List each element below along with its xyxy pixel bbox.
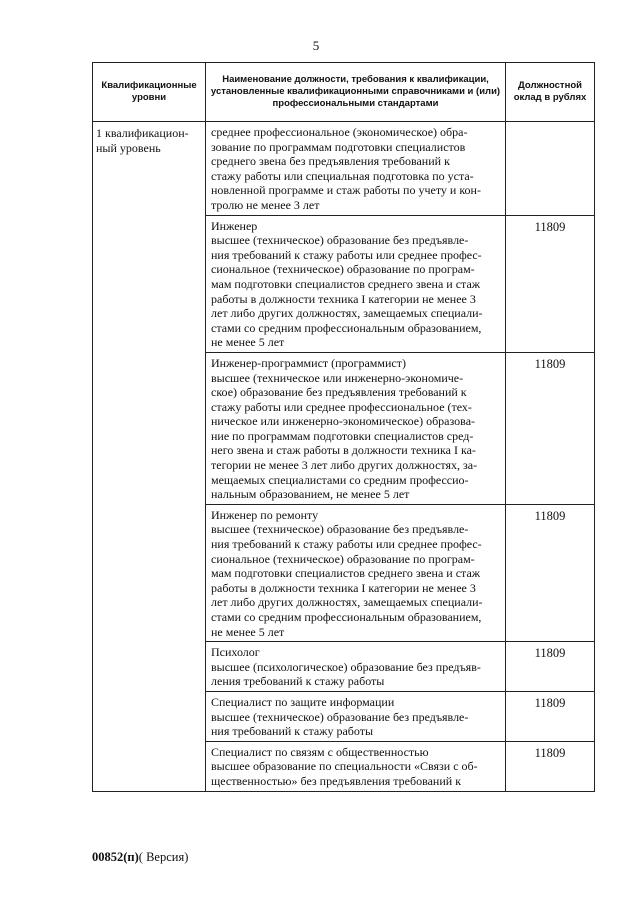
position-title: Инженер (211, 218, 258, 233)
requirement-line: зование по программам подготовки специалистов (211, 139, 466, 154)
requirement-line: не менее 5 лет (211, 335, 285, 350)
requirement-line: мам подготовки специалистов среднего звена и стаж (211, 276, 481, 291)
requirement-line: стами со средним профессиональным образованием, (211, 320, 482, 335)
requirement-line: высшее (психологическое) образование без предъяв- (211, 659, 481, 674)
page-number: 5 (312, 38, 320, 53)
position-description-cell (206, 691, 506, 741)
position-title: Специалист по связям с общественностью (211, 744, 429, 759)
requirement-line: тролю не менее 3 лет (211, 197, 320, 212)
salary-cell: 11809 (506, 741, 595, 791)
requirement-line: среднее профессиональное (экономическое) обра- (211, 125, 468, 139)
requirement-line: ния требований к стажу работы или среднее профес- (211, 247, 482, 262)
requirement-line: мещаемых специалистами со средним профессио- (211, 472, 469, 487)
salary-cell: 11809 (506, 691, 595, 741)
position-title: Специалист по защите информации (211, 694, 395, 709)
requirement-line: не менее 5 лет (211, 624, 285, 639)
requirement-line: стами со средним профессиональным образованием, (211, 610, 482, 624)
position-description-cell (206, 741, 506, 791)
header-salary: Должностной оклад в рублях (506, 63, 595, 122)
requirement-line: работы в должности техника I категории не менее 3 (211, 291, 476, 306)
requirement-line: высшее (техническое) образование без предъявле- (211, 233, 469, 248)
requirement-line: ления требований к стажу работы (211, 674, 385, 689)
requirement-line: тегории не менее 3 лет либо других должностях, за- (211, 458, 478, 473)
document-version: ( Версия) (138, 850, 189, 864)
position-description-cell (206, 122, 506, 216)
position-description-cell (206, 352, 506, 504)
table-row (93, 122, 595, 216)
header-position: Наименование должности, требования к квалификации, установленные квалификационными справочниками и (или) профессиональными стандартами (206, 63, 506, 122)
requirement-line: стажу работы или среднее профессиональное (тех- (211, 399, 472, 414)
requirement-line: лет либо других должностях, замещаемых специали- (211, 595, 483, 610)
requirement-line: ния требований к стажу работы или среднее профес- (211, 537, 482, 552)
position-title: Психолог (211, 645, 260, 660)
requirement-line: нальным образованием, не менее 5 лет (211, 487, 410, 502)
requirement-line: новленной программе и стаж работы по учету и кон- (211, 183, 481, 198)
salary-cell: 11809 (506, 352, 595, 504)
salary-cell: 11809 (506, 504, 595, 641)
requirement-line: высшее (техническое) образование без предъявле- (211, 522, 469, 537)
requirement-line: щественностью» без предъявления требований к (211, 773, 462, 788)
requirement-line: ническое или инженерно-экономическое) образова- (211, 414, 476, 429)
header-level: Квалификационные уровни (93, 63, 206, 122)
position-description-cell (206, 215, 506, 352)
document-footer (92, 850, 188, 865)
salary-cell: 11809 (506, 642, 595, 692)
document-code: 00852(п) (92, 850, 139, 864)
requirement-line: среднего звена без предъявления требований к (211, 154, 450, 169)
requirement-line: лет либо других должностях, замещаемых специали- (211, 306, 483, 321)
qualification-table (92, 62, 595, 792)
requirement-line: сиональное (техническое) образование по програм- (211, 551, 475, 566)
requirement-line: стажу работы или специальная подготовка по уста- (211, 168, 474, 183)
table-body (93, 122, 595, 792)
requirement-line: работы в должности техника I категории не менее 3 (211, 580, 476, 595)
requirement-line: мам подготовки специалистов среднего звена и стаж (211, 566, 481, 581)
requirement-line: него звена и стаж работы в должности техника I ка- (211, 443, 476, 458)
requirement-line: ния требований к стажу работы (211, 724, 374, 739)
requirement-line: высшее (техническое) образование без предъявле- (211, 709, 469, 724)
position-title: Инженер-программист (программист) (211, 355, 406, 370)
table-header-row (93, 63, 595, 122)
position-description-cell (206, 504, 506, 641)
position-title: Инженер по ремонту (211, 507, 319, 522)
qualification-level-cell: 1 квалификацион-ный уровень (93, 122, 206, 792)
requirement-line: ское) образование без предъявления требований к (211, 385, 467, 400)
requirement-line: высшее образование по специальности «Связи с об- (211, 759, 478, 774)
position-description-cell (206, 642, 506, 692)
salary-cell (506, 122, 595, 216)
requirement-line: сиональное (техническое) образование по програм- (211, 262, 475, 277)
salary-cell: 11809 (506, 215, 595, 352)
requirement-line: ние по программам подготовки специалистов сред- (211, 428, 474, 443)
requirement-line: высшее (техническое или инженерно-экономиче- (211, 370, 464, 385)
